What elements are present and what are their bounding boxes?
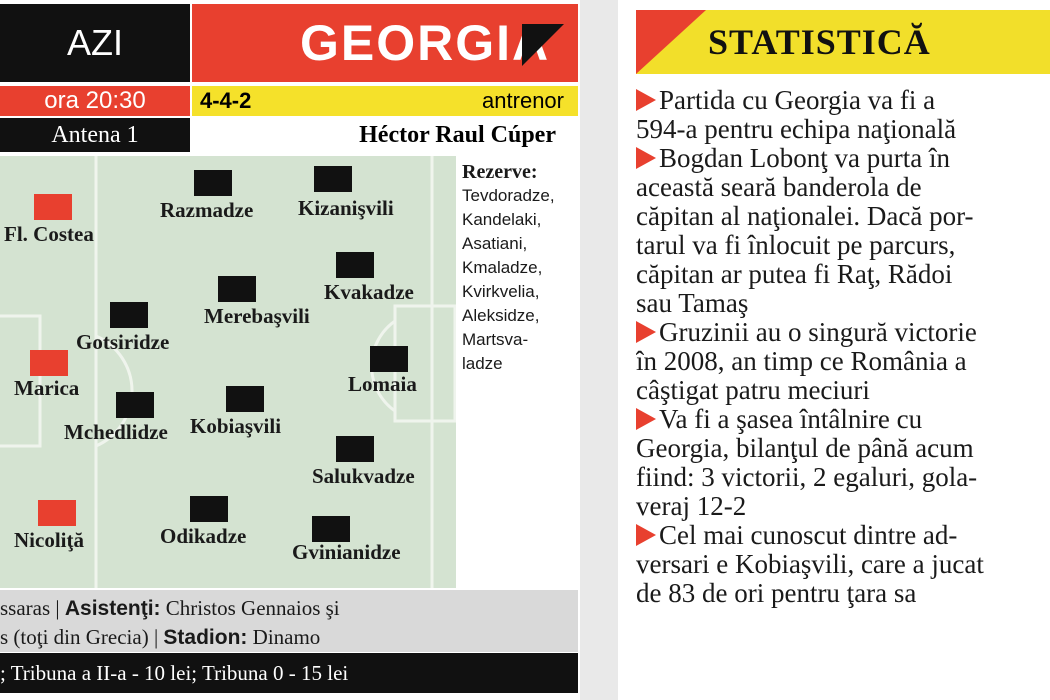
bullet-triangle-icon <box>636 89 656 111</box>
assistants-names: Christos Gennaios şi <box>160 596 340 620</box>
reserve-line: ladze <box>462 354 503 373</box>
player-name: Razmadze <box>160 198 254 222</box>
statistics-panel <box>618 0 1050 700</box>
fact-line <box>636 260 1050 289</box>
georgia-shirt-icon <box>226 386 264 412</box>
statistics-facts <box>636 86 1050 608</box>
bullet-triangle-icon <box>636 147 656 169</box>
coach-name: Héctor Raul Cúper <box>192 118 578 152</box>
player-name: Merebaşvili <box>204 304 310 328</box>
fact-line <box>636 115 1050 144</box>
fact-text: căpitan ar putea fi Raţ, Rădoi <box>636 259 953 289</box>
ticket-prices: ; Tribuna a II-a - 10 lei; Tribuna 0 - 15 lei <box>0 653 578 693</box>
lineup-pitch <box>0 156 456 588</box>
bullet-triangle-icon <box>636 321 656 343</box>
fact-text: această seară banderola de <box>636 172 922 202</box>
reserve-line: Kvirkvelia, <box>462 282 540 301</box>
player-name: Kobiaşvili <box>190 414 282 438</box>
reserves-list <box>462 160 578 376</box>
player-name: Nicoliţă <box>14 528 84 552</box>
reserve-line: Kmaladze, <box>462 258 543 277</box>
player-name: Odikadze <box>160 524 247 548</box>
tv-channel: Antena 1 <box>0 118 190 152</box>
officials-line-2 <box>0 623 578 652</box>
player-name: Gvinianidze <box>292 540 401 564</box>
referee-fragment: ssaras | <box>0 596 65 620</box>
fact-line <box>636 202 1050 231</box>
georgia-shirt-icon <box>370 346 408 372</box>
reserve-line: Kandelaki, <box>462 210 542 229</box>
formation-bar <box>192 86 578 116</box>
romania-shirt-icon <box>38 500 76 526</box>
player-name: Mchedlidze <box>64 420 168 444</box>
georgia-shirt-icon <box>110 302 148 328</box>
reserves-title: Rezerve: <box>462 161 538 183</box>
fact-text: Bogdan Lobonţ va purta în <box>659 143 950 173</box>
fact-text: Gruzinii au o singură victorie <box>659 317 977 347</box>
stadium-name: Dinamo <box>247 625 321 649</box>
team-name: GEORGIA <box>300 15 551 71</box>
fact-text: Georgia, bilanţul de până acum <box>636 433 974 463</box>
fact-text: câştigat patru meciuri <box>636 375 870 405</box>
coach-label: antrenor <box>482 88 564 113</box>
fact-text: sau Tamaş <box>636 288 749 318</box>
statistics-title: STATISTICĂ <box>708 22 931 62</box>
fact-text: fiind: 3 victorii, 2 egaluri, gola- <box>636 462 978 492</box>
fact-line <box>636 521 1050 550</box>
player-name: Kvakadze <box>324 280 414 304</box>
corner-triangle-icon <box>522 24 564 66</box>
fact-line <box>636 231 1050 260</box>
fact-line <box>636 492 1050 521</box>
bullet-triangle-icon <box>636 408 656 430</box>
bullet-triangle-icon <box>636 524 656 546</box>
kickoff-time: ora 20:30 <box>0 86 190 116</box>
reserve-line: Martsva- <box>462 330 529 349</box>
fact-line <box>636 173 1050 202</box>
fact-text: în 2008, an timp ce România a <box>636 346 967 376</box>
fact-line <box>636 463 1050 492</box>
player-name: Salukvadze <box>312 464 415 488</box>
fact-text: versari e Kobiaşvili, care a jucat <box>636 549 984 579</box>
georgia-shirt-icon <box>314 166 352 192</box>
georgia-shirt-icon <box>116 392 154 418</box>
today-label: AZI <box>0 4 190 82</box>
player-name: Lomaia <box>348 372 417 396</box>
romania-shirt-icon <box>30 350 68 376</box>
reserve-line: Tevdoradze, <box>462 186 555 205</box>
fact-line <box>636 289 1050 318</box>
officials-line-1 <box>0 594 578 623</box>
opponent-team-title <box>192 4 578 82</box>
fact-text: de 83 de ori pentru ţara sa <box>636 578 917 608</box>
fact-line <box>636 347 1050 376</box>
player-name: Fl. Costea <box>4 222 94 246</box>
fact-line <box>636 550 1050 579</box>
assistants-country: s (toţi din Grecia) | <box>0 625 164 649</box>
reserve-line: Aleksidze, <box>462 306 540 325</box>
fact-line <box>636 86 1050 115</box>
romania-shirt-icon <box>34 194 72 220</box>
fact-line <box>636 579 1050 608</box>
assistants-label: Asistenţi: <box>64 597 161 620</box>
fact-text: Partida cu Georgia va fi a <box>659 86 936 115</box>
stadium-label: Stadion: <box>163 626 248 649</box>
fact-line <box>636 318 1050 347</box>
player-name: Marica <box>14 376 80 400</box>
fact-text: căpitan al naţionalei. Dacă por- <box>636 201 974 231</box>
fact-line <box>636 434 1050 463</box>
fact-line <box>636 376 1050 405</box>
red-corner-icon <box>636 10 706 74</box>
georgia-shirt-icon <box>336 252 374 278</box>
fact-text: tarul va fi înlocuit pe parcurs, <box>636 230 956 260</box>
officials-info <box>0 590 578 652</box>
player-name: Gotsiridze <box>76 330 170 354</box>
fact-text: 594-a pentru echipa naţională <box>636 114 957 144</box>
fact-line <box>636 144 1050 173</box>
player-name: Kizanişvili <box>298 196 394 220</box>
georgia-shirt-icon <box>190 496 228 522</box>
georgia-shirt-icon <box>312 516 350 542</box>
fact-text: Cel mai cunoscut dintre ad- <box>659 520 958 550</box>
reserve-line: Asatiani, <box>462 234 528 253</box>
georgia-shirt-icon <box>336 436 374 462</box>
formation: 4-4-2 <box>200 88 252 113</box>
georgia-shirt-icon <box>194 170 232 196</box>
fact-text: Va fi a şasea întâlnire cu <box>659 404 923 434</box>
georgia-shirt-icon <box>218 276 256 302</box>
statistics-header <box>636 10 1050 74</box>
fact-line <box>636 405 1050 434</box>
fact-text: veraj 12-2 <box>636 491 747 521</box>
